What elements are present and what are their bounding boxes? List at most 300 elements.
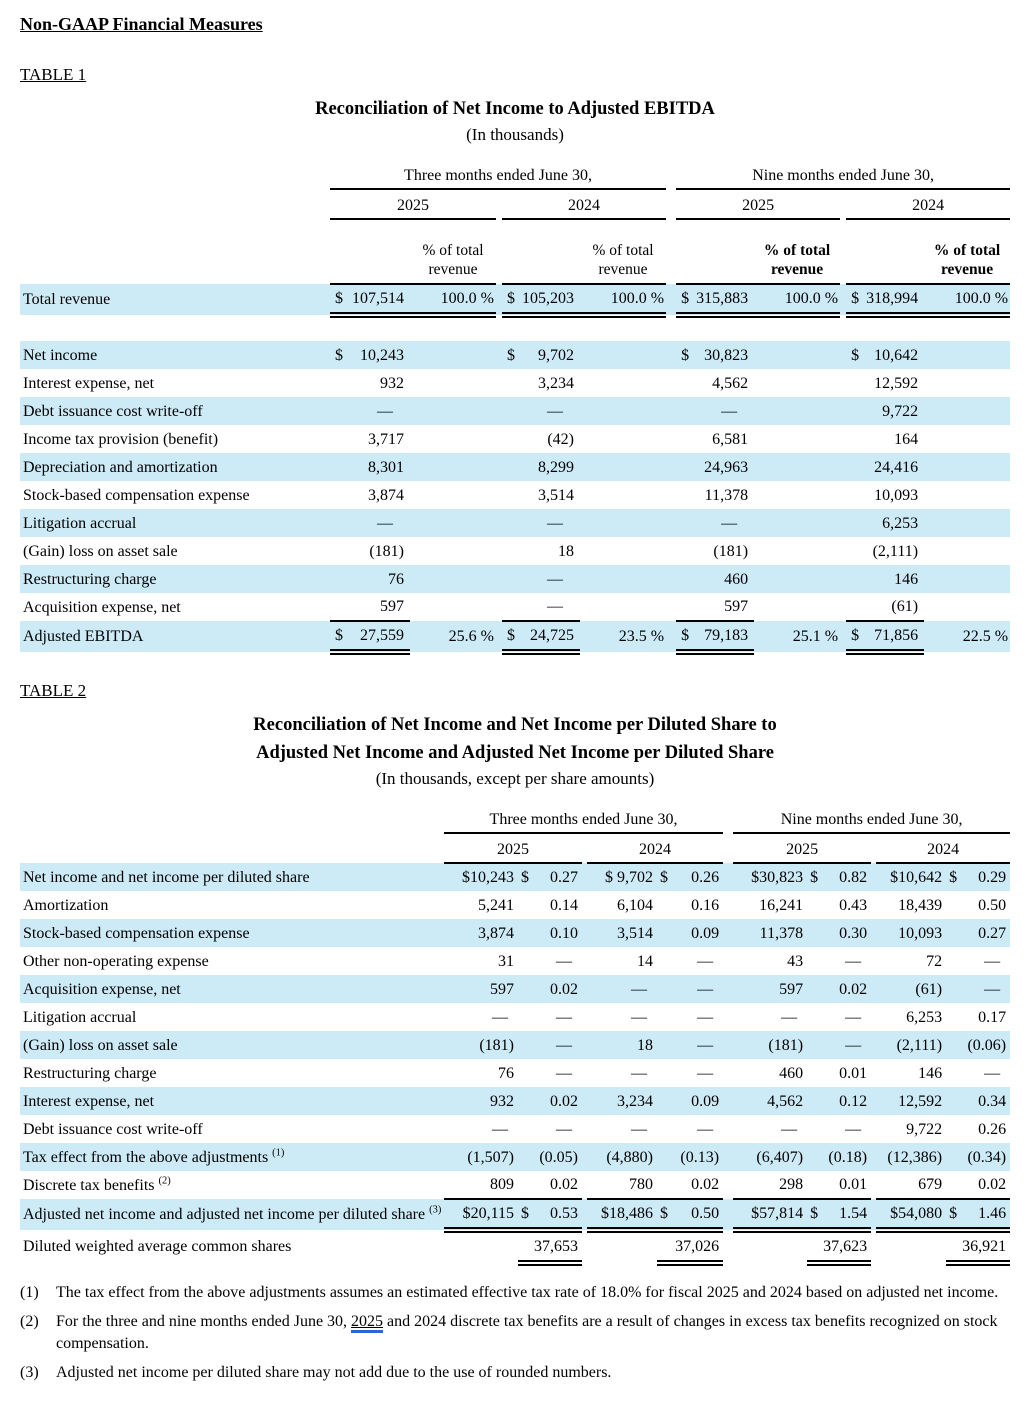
table-row (20, 919, 1010, 947)
column-spacer (666, 621, 676, 652)
value-cell: 3,874 (444, 919, 518, 947)
value-cell: 8,301 (330, 453, 410, 481)
value-cell: — (631, 1008, 647, 1026)
value-cell: — (676, 397, 754, 425)
value-cell: — (492, 1008, 508, 1026)
value-cell: — (492, 1120, 508, 1138)
value-cell: — (657, 975, 723, 1003)
period-header-nine-months: Nine months ended June 30, (733, 803, 1010, 833)
table-header-row (20, 189, 1010, 219)
value-cell: $ 318,994 (846, 284, 924, 315)
value-cell (924, 397, 1010, 425)
table-row (20, 1087, 1010, 1115)
value-cell (410, 509, 496, 537)
value-cell (924, 509, 1010, 537)
value-cell (580, 425, 666, 453)
table2-title-line1: Reconciliation of Net Income and Net Income per Diluted Share to (253, 715, 777, 735)
value-cell (754, 481, 840, 509)
column-spacer (723, 1059, 733, 1087)
table-row (20, 537, 1010, 565)
row-label: Litigation accrual (23, 1008, 137, 1026)
table-row (20, 425, 1010, 453)
table-row (20, 397, 1010, 425)
value-cell: 932 (444, 1087, 518, 1115)
value-cell (587, 1230, 657, 1263)
value-cell: $ 0.29 (946, 863, 1010, 891)
table2-label: TABLE 2 (20, 681, 87, 700)
value-cell: 780 (587, 1171, 657, 1199)
value-cell: 679 (876, 1171, 946, 1199)
value-cell (754, 397, 840, 425)
value-cell: 6,104 (617, 896, 653, 914)
footnote-2025-link[interactable]: 2025 (351, 1313, 383, 1333)
table-row (20, 284, 1010, 315)
footnote (20, 1282, 1020, 1304)
value-cell: — (697, 1008, 714, 1026)
value-cell (754, 537, 840, 565)
value-cell: — (657, 1031, 723, 1059)
row-label: Debt issuance cost write-off (23, 1120, 203, 1138)
value-cell: $ 27,559 (330, 621, 410, 652)
value-cell: (1,507) (444, 1143, 518, 1171)
value-cell: — (697, 952, 714, 970)
column-spacer (723, 1171, 733, 1199)
footnotes (20, 1282, 1020, 1384)
value-cell: 3,514 (538, 486, 574, 504)
table-row (20, 341, 1010, 369)
value-cell: 597 (444, 975, 518, 1003)
table2 (20, 803, 1010, 1266)
table-row (20, 1171, 1010, 1199)
value-cell: $20,115 (444, 1199, 518, 1230)
row-label: Restructuring charge (20, 565, 330, 593)
footnote-text: The tax effect from the above adjustments assumes an estimated effective tax rate of 18.0% for fiscal 2025 and 2024 based on adjusted net income. (56, 1284, 999, 1301)
column-spacer (723, 891, 733, 919)
value-cell (444, 1230, 518, 1263)
value-cell: 0.27 (946, 919, 1010, 947)
value-cell: — (697, 1064, 714, 1082)
value-cell: 37,623 (807, 1230, 871, 1263)
value-cell (754, 369, 840, 397)
table-header-row (20, 803, 1010, 833)
value-cell: 597 (676, 593, 754, 621)
value-cell: 18 (558, 542, 574, 560)
value-cell: — (502, 397, 580, 425)
table-header-row (20, 833, 1010, 863)
table1-title: Reconciliation of Net Income to Adjusted EBITDA (315, 99, 715, 119)
row-label: Debt issuance cost write-off (20, 397, 330, 425)
table-row (20, 509, 1010, 537)
value-cell: — (845, 952, 862, 970)
column-spacer (723, 919, 733, 947)
value-cell: 0.14 (550, 896, 578, 914)
value-cell: 12,592 (874, 374, 919, 392)
value-cell: 4,562 (733, 1087, 807, 1115)
value-cell (580, 453, 666, 481)
value-cell: 16,241 (759, 896, 804, 914)
column-spacer (666, 593, 676, 621)
spacer-row (20, 219, 1010, 241)
row-label: Amortization (23, 896, 109, 914)
row-label: Adjusted EBITDA (20, 621, 330, 652)
value-cell: — (556, 1064, 572, 1082)
value-cell: 4,562 (712, 374, 749, 392)
value-cell: (2,111) (876, 1031, 946, 1059)
value-cell: — (984, 1064, 1001, 1082)
value-cell (924, 369, 1010, 397)
value-cell: $57,814 (733, 1199, 807, 1230)
value-cell: $ 9,702 (587, 863, 657, 891)
value-cell: $18,486 (587, 1199, 657, 1230)
column-spacer (666, 397, 676, 425)
value-cell: — (587, 975, 657, 1003)
value-cell (410, 565, 496, 593)
value-cell: 100.0 % (580, 284, 666, 315)
value-cell: — (946, 975, 1010, 1003)
table1 (20, 159, 1010, 655)
value-cell: $ 71,856 (846, 621, 924, 652)
value-cell: — (502, 593, 580, 621)
value-cell (733, 1230, 807, 1263)
dollar-sign: $ (521, 1205, 529, 1222)
dollar-sign: $ (660, 869, 668, 886)
value-cell: 0.01 (839, 1064, 868, 1082)
value-cell: — (984, 952, 1001, 970)
value-cell: 0.01 (807, 1171, 871, 1199)
value-cell: 809 (444, 1171, 518, 1199)
dollar-sign: $ (660, 1205, 668, 1222)
table-row (20, 593, 1010, 621)
table-row (20, 1199, 1010, 1230)
table-row (20, 891, 1010, 919)
value-cell: 14 (637, 952, 653, 970)
dollar-sign: $ (851, 627, 860, 644)
period-header-three-months: Three months ended June 30, (444, 803, 723, 833)
year-header: 2024 (502, 189, 666, 219)
value-cell: 6,253 (906, 1008, 943, 1026)
value-cell: — (845, 1120, 862, 1138)
value-cell: 100.0 % (410, 284, 496, 315)
value-cell: — (556, 1120, 572, 1138)
value-cell: 31 (498, 952, 514, 970)
table-header-row (20, 241, 1010, 284)
row-label: Acquisition expense, net (20, 975, 444, 1003)
footnote-text: Adjusted net income per diluted share may not add due to the use of rounded numbers. (56, 1364, 612, 1381)
column-spacer (666, 565, 676, 593)
dollar-sign: $ (681, 627, 690, 644)
table-row (20, 453, 1010, 481)
dollar-sign: $ (681, 290, 690, 307)
value-cell: 9,722 (846, 397, 924, 425)
value-cell: (0.13) (657, 1143, 723, 1171)
value-cell: 6,581 (712, 430, 749, 448)
year-header: 2025 (733, 833, 871, 863)
column-spacer (666, 509, 676, 537)
value-cell: $ 107,514 (330, 284, 410, 315)
value-cell: 12,592 (876, 1087, 946, 1115)
value-cell (754, 425, 840, 453)
table-row (20, 1003, 1010, 1031)
row-label: Total revenue (20, 284, 330, 315)
value-cell: (181) (733, 1031, 807, 1059)
value-cell: 932 (380, 374, 404, 392)
value-cell (924, 481, 1010, 509)
value-cell: (12,386) (876, 1143, 946, 1171)
value-cell: $30,823 (733, 863, 807, 891)
value-cell: 0.50 (978, 896, 1007, 914)
value-cell: (0.18) (807, 1143, 871, 1171)
footnote-number: (3) (20, 1364, 39, 1381)
value-cell: 37,653 (518, 1230, 582, 1263)
value-cell: — (631, 1120, 647, 1138)
column-spacer (723, 1003, 733, 1031)
value-cell: 24,963 (676, 453, 754, 481)
table-row (20, 975, 1010, 1003)
pct-of-revenue-header: % of total revenue (580, 241, 666, 284)
value-cell: 0.02 (518, 1171, 582, 1199)
value-cell: $ 105,203 (502, 284, 580, 315)
table-row (20, 1031, 1010, 1059)
value-cell: — (676, 509, 754, 537)
value-cell: 37,026 (657, 1230, 723, 1263)
year-header: 2025 (330, 189, 496, 219)
value-cell: 0.16 (691, 896, 720, 914)
value-cell: $ 0.50 (657, 1199, 723, 1230)
value-cell: $10,243 (444, 863, 518, 891)
value-cell (924, 425, 1010, 453)
value-cell: 0.02 (807, 975, 871, 1003)
value-cell: (0.34) (946, 1143, 1010, 1171)
row-label: Litigation accrual (20, 509, 330, 537)
value-cell: 298 (733, 1171, 807, 1199)
dollar-sign: $ (810, 1205, 819, 1222)
value-cell: $ 10,642 (846, 341, 924, 369)
value-cell: — (330, 397, 410, 425)
year-header: 2024 (587, 833, 723, 863)
column-spacer (723, 975, 733, 1003)
value-cell: 0.02 (518, 975, 582, 1003)
value-cell: 0.43 (839, 896, 868, 914)
year-header: 2025 (444, 833, 582, 863)
column-spacer (666, 341, 676, 369)
value-cell: — (518, 1031, 582, 1059)
value-cell: — (781, 1120, 798, 1138)
value-cell: (61) (846, 593, 924, 621)
value-cell (580, 509, 666, 537)
value-cell (754, 341, 840, 369)
footnote (20, 1362, 1020, 1384)
value-cell: $ 1.54 (807, 1199, 871, 1230)
value-cell (924, 453, 1010, 481)
table-row (20, 1059, 1010, 1087)
table-row (20, 947, 1010, 975)
value-cell (876, 1230, 946, 1263)
value-cell (580, 565, 666, 593)
spacer-row (20, 315, 1010, 341)
dollar-sign: $ (507, 290, 515, 307)
value-cell (754, 593, 840, 621)
value-cell: 3,234 (587, 1087, 657, 1115)
column-spacer (723, 1087, 733, 1115)
footnote-number: (2) (20, 1313, 39, 1330)
row-label: (Gain) loss on asset sale (20, 1031, 444, 1059)
value-cell (754, 565, 840, 593)
row-label: Adjusted net income and adjusted net income per diluted share $^{(3)}$ (20, 1199, 444, 1230)
value-cell: — (807, 1031, 871, 1059)
column-spacer (723, 863, 733, 891)
value-cell: (0.05) (518, 1143, 582, 1171)
table-header-row (20, 159, 1010, 189)
value-cell: (61) (876, 975, 946, 1003)
column-spacer (666, 481, 676, 509)
pct-of-revenue-header: % of total revenue (924, 241, 1010, 284)
value-cell: $ 79,183 (676, 621, 754, 652)
value-cell: (2,111) (872, 542, 919, 560)
year-header: 2024 (846, 189, 1010, 219)
value-cell: 8,299 (502, 453, 580, 481)
value-cell: $54,080 (876, 1199, 946, 1230)
value-cell: 9,722 (906, 1120, 943, 1138)
value-cell: 146 (846, 565, 924, 593)
column-spacer (723, 1031, 733, 1059)
dollar-sign: $ (507, 627, 515, 644)
footnote-text: For the three and nine months ended June 30, 2025 and 2024 discrete tax benefits are a result of changes in excess tax benefits recognized on stock compensation. (56, 1313, 998, 1352)
value-cell (410, 481, 496, 509)
value-cell (410, 425, 496, 453)
value-cell: 22.5 % (924, 621, 1010, 652)
value-cell: 0.12 (807, 1087, 871, 1115)
value-cell: 100.0 % (754, 284, 840, 315)
column-spacer (666, 537, 676, 565)
value-cell: $ 0.26 (657, 863, 723, 891)
value-cell: 18,439 (898, 896, 943, 914)
value-cell (754, 453, 840, 481)
value-cell: $ 315,883 (676, 284, 754, 315)
value-cell (580, 537, 666, 565)
value-cell: 3,514 (587, 919, 657, 947)
row-label: Stock-based compensation expense (20, 919, 444, 947)
footnote (20, 1311, 1020, 1355)
row-label: Net income (20, 341, 330, 369)
row-label: Interest expense, net (23, 374, 155, 392)
column-spacer (666, 284, 676, 315)
value-cell (580, 593, 666, 621)
value-cell: 3,874 (368, 486, 404, 504)
value-cell: 18 (587, 1031, 657, 1059)
value-cell: 23.5 % (580, 621, 666, 652)
value-cell: (181) (713, 542, 749, 560)
dollar-sign: $ (507, 346, 515, 364)
value-cell (410, 537, 496, 565)
table-row (20, 1115, 1010, 1143)
column-spacer (666, 425, 676, 453)
value-cell: 460 (676, 565, 754, 593)
value-cell: 0.02 (657, 1171, 723, 1199)
value-cell: 11,378 (704, 486, 749, 504)
row-label: Acquisition expense, net (23, 598, 181, 616)
value-cell: 460 (779, 1064, 804, 1082)
period-header-nine-months: Nine months ended June 30, (676, 159, 1010, 189)
table1-subtitle: (In thousands) (466, 125, 564, 144)
table-row (20, 565, 1010, 593)
value-cell: $ 0.53 (518, 1199, 582, 1230)
value-cell: (4,880) (587, 1143, 657, 1171)
value-cell: 0.26 (978, 1120, 1007, 1138)
value-cell: 25.6 % (410, 621, 496, 652)
value-cell: 76 (498, 1064, 514, 1082)
value-cell: 72 (926, 952, 943, 970)
value-cell: — (845, 1008, 862, 1026)
row-label: Depreciation and amortization (20, 453, 330, 481)
dollar-sign: $ (335, 627, 343, 644)
value-cell: 10,093 (876, 919, 946, 947)
value-cell: 25.1 % (754, 621, 840, 652)
value-cell: 164 (894, 430, 919, 448)
dollar-sign: $ (681, 346, 690, 364)
value-cell: 11,378 (733, 919, 807, 947)
row-label: Diluted weighted average common shares (23, 1238, 292, 1255)
value-cell: 100.0 % (924, 284, 1010, 315)
value-cell: (6,407) (733, 1143, 807, 1171)
pct-of-revenue-header: % of total revenue (754, 241, 840, 284)
value-cell (580, 369, 666, 397)
value-cell (410, 369, 496, 397)
value-cell: — (556, 952, 572, 970)
column-spacer (666, 369, 676, 397)
column-spacer (723, 947, 733, 975)
year-header: 2024 (876, 833, 1010, 863)
column-spacer (723, 1115, 733, 1143)
row-label: Net income and net income per diluted share (20, 863, 444, 891)
table-row (20, 481, 1010, 509)
footnote-number: (1) (20, 1284, 39, 1301)
value-cell: $ 30,823 (676, 341, 754, 369)
table-row (20, 1143, 1010, 1171)
table-row (20, 863, 1010, 891)
row-label: Income tax provision (benefit) (23, 430, 219, 448)
value-cell (410, 341, 496, 369)
dollar-sign: $ (851, 290, 860, 307)
value-cell (580, 341, 666, 369)
dollar-sign: $ (521, 869, 529, 886)
column-spacer (723, 1143, 733, 1171)
value-cell (924, 565, 1010, 593)
value-cell (410, 593, 496, 621)
value-cell: $ 24,725 (502, 621, 580, 652)
dollar-sign: $ (335, 346, 343, 364)
page-title: Non-GAAP Financial Measures (20, 14, 263, 34)
value-cell: 24,416 (846, 453, 924, 481)
value-cell: 3,234 (538, 374, 574, 392)
value-cell: 36,921 (946, 1230, 1010, 1263)
dollar-sign: $ (949, 869, 958, 886)
value-cell: $ 0.27 (518, 863, 582, 891)
value-cell: (181) (444, 1031, 518, 1059)
table2-subtitle: (In thousands, except per share amounts) (375, 769, 655, 788)
value-cell (924, 537, 1010, 565)
value-cell: (181) (369, 542, 404, 560)
value-cell: 10,093 (874, 486, 919, 504)
value-cell (924, 593, 1010, 621)
value-cell: $ 0.82 (807, 863, 871, 891)
row-label: Other non-operating expense (23, 952, 209, 970)
value-cell: 0.02 (946, 1171, 1010, 1199)
value-cell: — (330, 509, 410, 537)
row-label: (Gain) loss on asset sale (23, 542, 178, 560)
value-cell (410, 397, 496, 425)
value-cell: (0.06) (946, 1031, 1010, 1059)
value-cell: — (631, 1064, 647, 1082)
